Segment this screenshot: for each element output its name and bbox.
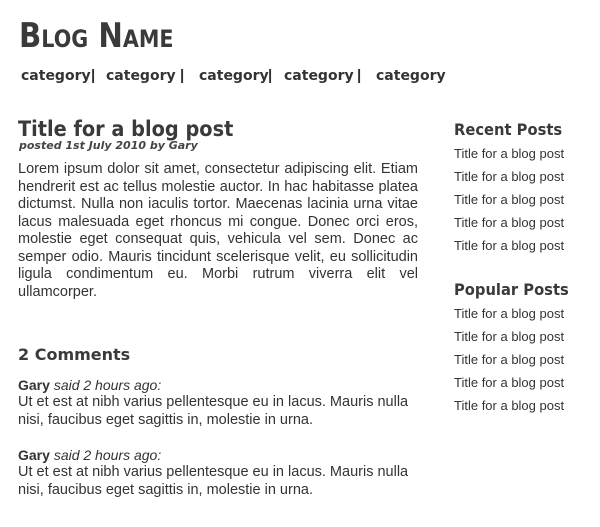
nav-category-5[interactable]: category: [376, 68, 446, 84]
popular-posts-heading: Popular Posts: [454, 280, 569, 299]
nav-category-4[interactable]: category: [284, 68, 354, 84]
nav-separator: |: [180, 67, 185, 84]
recent-post-link[interactable]: Title for a blog post: [454, 238, 565, 253]
recent-post-link[interactable]: Title for a blog post: [454, 192, 565, 207]
nav-category-3[interactable]: category: [199, 68, 269, 84]
nav-category-1[interactable]: category: [21, 68, 91, 84]
comments-heading: 2 Comments: [18, 345, 131, 364]
popular-post-link[interactable]: Title for a blog post: [454, 329, 565, 344]
recent-posts-list: [454, 146, 564, 261]
popular-post-link[interactable]: Title for a blog post: [454, 375, 565, 390]
nav-separator: |: [357, 67, 362, 84]
post-body: Lorem ipsum dolor sit amet, consectetur adipiscing elit. Etiam hendrerit est ac tellus molestie auctor. In hac habitasse platea dictumst. Nulla non iaculis tortor. Maecenas lacinia urna vitae lacus malesuada eget rhoncus mi congue. Donec orci eros, molestie eget consequat quis, vehicula vel sem. Donec ac semper odio. Mauris tincidunt scelerisque velit, eu sollicitudin ligula condimentum eu. Morbi rutrum viverra elit vel ullamcorper.: [18, 161, 418, 300]
post-title[interactable]: Title for a blog post: [18, 117, 234, 141]
comment: [18, 376, 418, 429]
blog-name[interactable]: Blog Name: [19, 16, 174, 56]
popular-posts-list: [454, 306, 564, 421]
comment-author[interactable]: Gary: [18, 377, 50, 393]
comment-text: Ut et est at nibh varius pellentesque eu in lacus. Mauris nulla nisi, faucibus eget sagittis in, molestie in urna.: [18, 464, 409, 498]
nav-separator: |: [91, 67, 96, 84]
comment-timestamp: said 2 hours ago:: [53, 377, 162, 393]
popular-post-link[interactable]: Title for a blog post: [454, 398, 565, 413]
recent-posts-heading: Recent Posts: [454, 120, 563, 139]
nav-category-2[interactable]: category: [106, 68, 176, 84]
comment-author[interactable]: Gary: [18, 447, 50, 463]
recent-post-link[interactable]: Title for a blog post: [454, 215, 565, 230]
post-meta: posted 1st July 2010 by Gary: [19, 139, 198, 152]
comment-timestamp: said 2 hours ago:: [53, 447, 162, 463]
comment-text: Ut et est at nibh varius pellentesque eu in lacus. Mauris nulla nisi, faucibus eget sagittis in, molestie in urna.: [18, 394, 409, 428]
nav-separator: |: [268, 67, 273, 84]
popular-post-link[interactable]: Title for a blog post: [454, 352, 565, 367]
recent-post-link[interactable]: Title for a blog post: [454, 146, 565, 161]
comment: [18, 446, 418, 499]
recent-post-link[interactable]: Title for a blog post: [454, 169, 565, 184]
popular-post-link[interactable]: Title for a blog post: [454, 306, 565, 321]
